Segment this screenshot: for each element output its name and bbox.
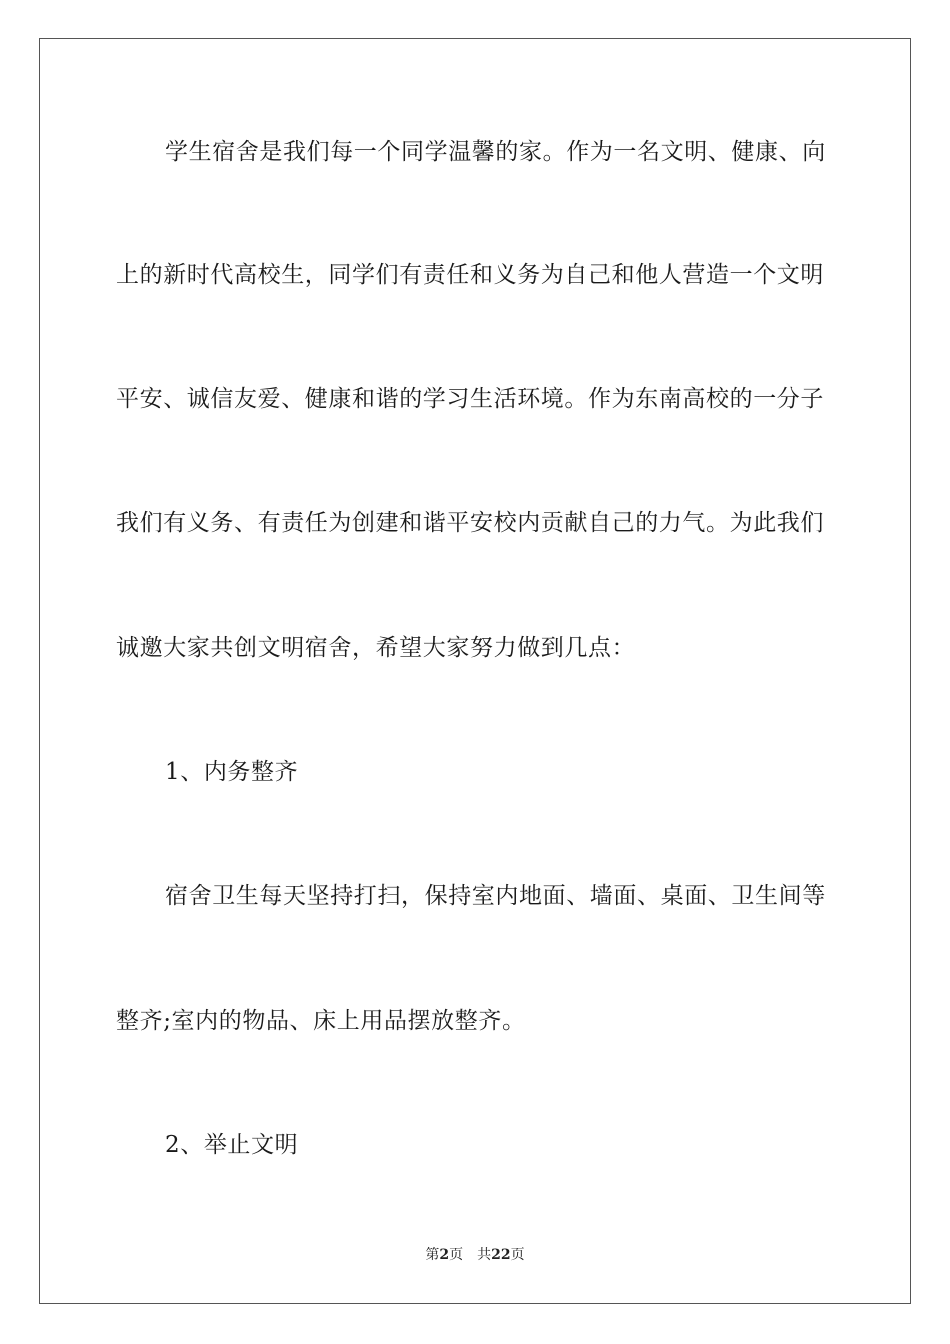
page-footer: [0, 1245, 950, 1265]
paragraph-line-2: 上的新时代高校生，同学们有责任和义务为自己和他人营造一个文明: [116, 262, 824, 288]
section-heading-2: 2、举止文明: [165, 1132, 299, 1158]
page-border: [39, 38, 911, 1304]
paragraph-line-3: 平安、诚信友爱、健康和谐的学习生活环境。作为东南高校的一分子: [116, 386, 824, 412]
paragraph-line-5: 诚邀大家共创文明宿舍，希望大家努力做到几点：: [116, 635, 636, 661]
total-suffix: 页: [510, 1247, 525, 1263]
paragraph-line-1: 学生宿舍是我们每一个同学温馨的家。作为一名文明、健康、向: [165, 139, 826, 165]
total-pages: 22: [491, 1247, 511, 1263]
paragraph-line-7: 整齐;室内的物品、床上用品摆放整齐。: [116, 1008, 526, 1034]
paragraph-line-6: 宿舍卫生每天坚持打扫，保持室内地面、墙面、桌面、卫生间等: [165, 883, 826, 909]
page-suffix: 页: [449, 1247, 464, 1263]
page-number: 2: [439, 1247, 450, 1263]
paragraph-line-4: 我们有义务、有责任为创建和谐平安校内贡献自己的力气。为此我们: [116, 510, 824, 536]
section-heading-1: 1、内务整齐: [165, 759, 299, 785]
page-prefix: 第: [425, 1247, 440, 1263]
total-prefix: 共: [477, 1247, 492, 1263]
